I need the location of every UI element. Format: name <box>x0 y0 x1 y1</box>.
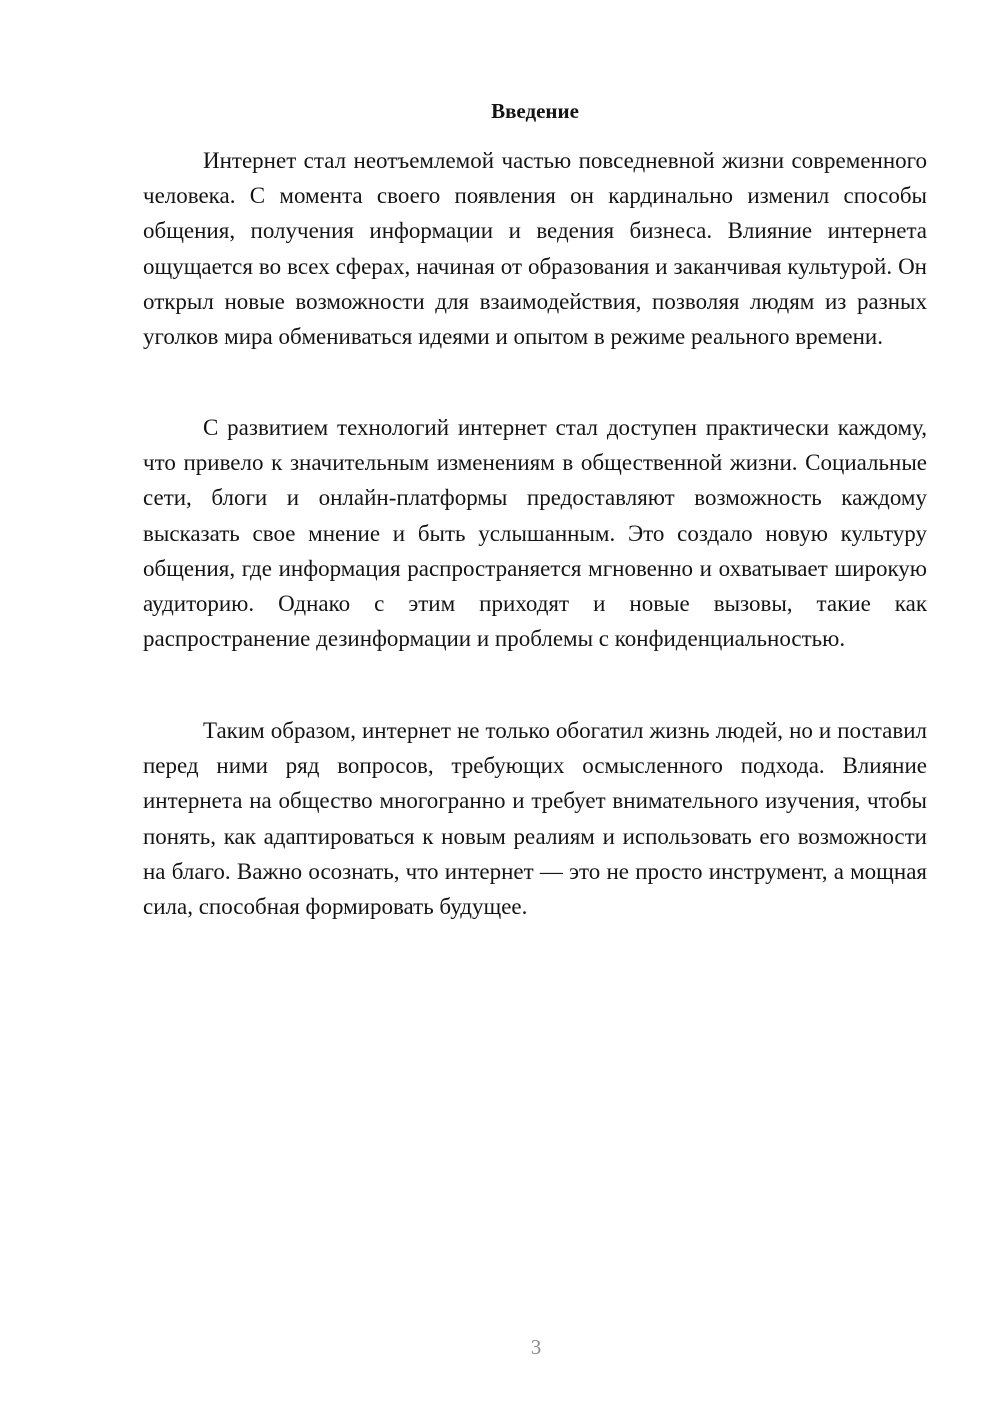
paragraph-3: Таким образом, интернет не только обогатил жизнь людей, но и поставил перед ними ряд вопросов, требующих осмысленного подхода. Влияние интернета на общество многогранно и требует внимательного изучения, чтобы понять, как адаптироваться к новым реалиям и использовать его возможности на благо. Важно осознать, что интернет — это не просто инструмент, а мощная сила, способная формировать будущее. <box>143 718 927 920</box>
page-number: 3 <box>530 1335 542 1359</box>
section-heading: Введение <box>491 99 579 123</box>
paragraph-2: С развитием технологий интернет стал доступен практически каждому, что привело к значительным изменениям в общественной жизни. Социальные сети, блоги и онлайн-платформы предоставляют возможность каждому высказать свое мнение и быть услышанным. Это создало новую культуру общения, где информация распространяется мгновенно и охватывает широкую аудиторию. Однако с этим приходят и новые вызовы, такие как распространение дезинформации и проблемы с конфиденциальностью. <box>143 415 927 652</box>
paragraph-1: Интернет стал неотъемлемой частью повседневной жизни современного человека. С момента своего появления он кардинально изменил способы общения, получения информации и ведения бизнеса. Влияние интернета ощущается во всех сферах, начиная от образования и заканчивая культурой. Он открыл новые возможности для взаимодействия, позволяя людям из разных уголков мира обмениваться идеями и опытом в режиме реального времени. <box>143 148 927 350</box>
